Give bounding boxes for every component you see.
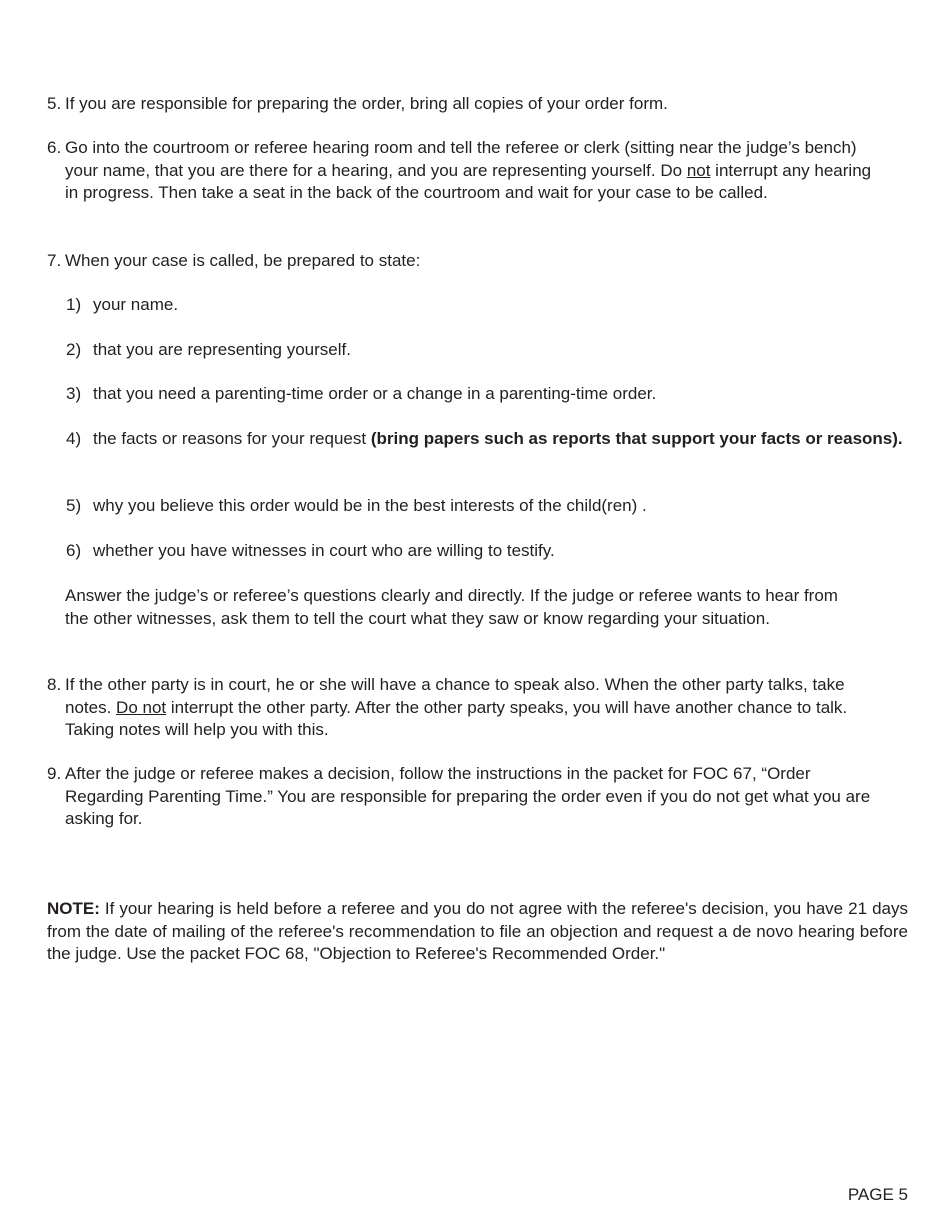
subitem-text: whether you have witnesses in court who are willing to testify. [93,541,555,560]
note-label: NOTE: [47,899,100,918]
note-text: If your hearing is held before a referee and you do not agree with the referee's decision, you have 21 days from the date of mailing of the referee's recommendation to file an objection and request a de novo hearing before the judge. Use the packet FOC 68, "Objection to Referee's Recommended Order." [47,899,908,963]
instruction-item-5 [47,93,887,116]
item-number: 6. [47,138,62,157]
item-text: When your case is called, be prepared to state: [65,251,421,270]
subitem-text: that you are representing yourself. [93,340,351,359]
instruction-item-6 [47,137,887,205]
instruction-item-7 [47,250,887,273]
subitem-text: your name. [93,295,179,314]
subitem-4 [66,428,906,451]
item-text: If you are responsible for preparing the order, bring all copies of your order form. [65,94,668,113]
item-text-part: interrupt any hearing in progress. Then take a seat in the back of the courtroom and wait for your case to be called. [65,160,872,202]
subitem-number: 2) [66,340,82,359]
subitem-number: 5) [66,496,82,515]
subitem-text: why you believe this order would be in the best interests of the child(ren) . [93,496,647,515]
answer-paragraph: Answer the judge’s or referee’s questions clearly and directly. If the judge or referee wants to hear from the other witnesses, ask them to tell the court what they saw or know regarding your situation. [65,586,838,628]
item-number: 7. [47,251,62,270]
note-paragraph [47,898,908,966]
subitem-number: 6) [66,541,82,560]
subitem-text: that you need a parenting-time order or a change in a parenting-time order. [93,384,657,403]
subitem-6 [66,540,906,563]
subitem-number: 4) [66,429,82,448]
subitem-number: 1) [66,295,82,314]
item-number: 9. [47,764,62,783]
subitem-3 [66,383,906,406]
emphasis-underline: not [686,160,711,180]
item-number: 8. [47,675,62,694]
subitem-text [93,428,906,451]
subitem-5 [66,495,906,518]
item-text: After the judge or referee makes a decision, follow the instructions in the packet for FOC 67, “Order Regarding Parenting Time.” You are responsible for preparing the order even if you do not get what you are asking for. [65,764,871,828]
instruction-item-9 [47,763,887,831]
item-text-part: interrupt the other party. After the other party speaks, you will have another chance to talk. Taking notes will help you with this. [65,697,848,739]
item-text [65,137,887,205]
item-text-part: If the other party is in court, he or she will have a chance to speak also. When the other party talks, take notes. [65,675,845,717]
item-text [65,674,887,742]
subitem-1 [66,294,906,317]
subitem-number: 3) [66,384,82,403]
subitem-2 [66,339,906,362]
item-number: 5. [47,94,62,113]
page-number: PAGE 5 [847,1185,908,1204]
subitem-text-part: the facts or reasons for your request [93,429,371,448]
instruction-item-8 [47,674,887,742]
emphasis-bold: (bring papers such as reports that support your facts or reasons). [370,429,903,448]
item-text-part: Go into the courtroom or referee hearing room and tell the referee or clerk (sitting near the judge’s bench) your name, that you are there for a hearing, and you are representing yourself. Do [65,138,857,180]
emphasis-underline: Do not [116,697,167,717]
